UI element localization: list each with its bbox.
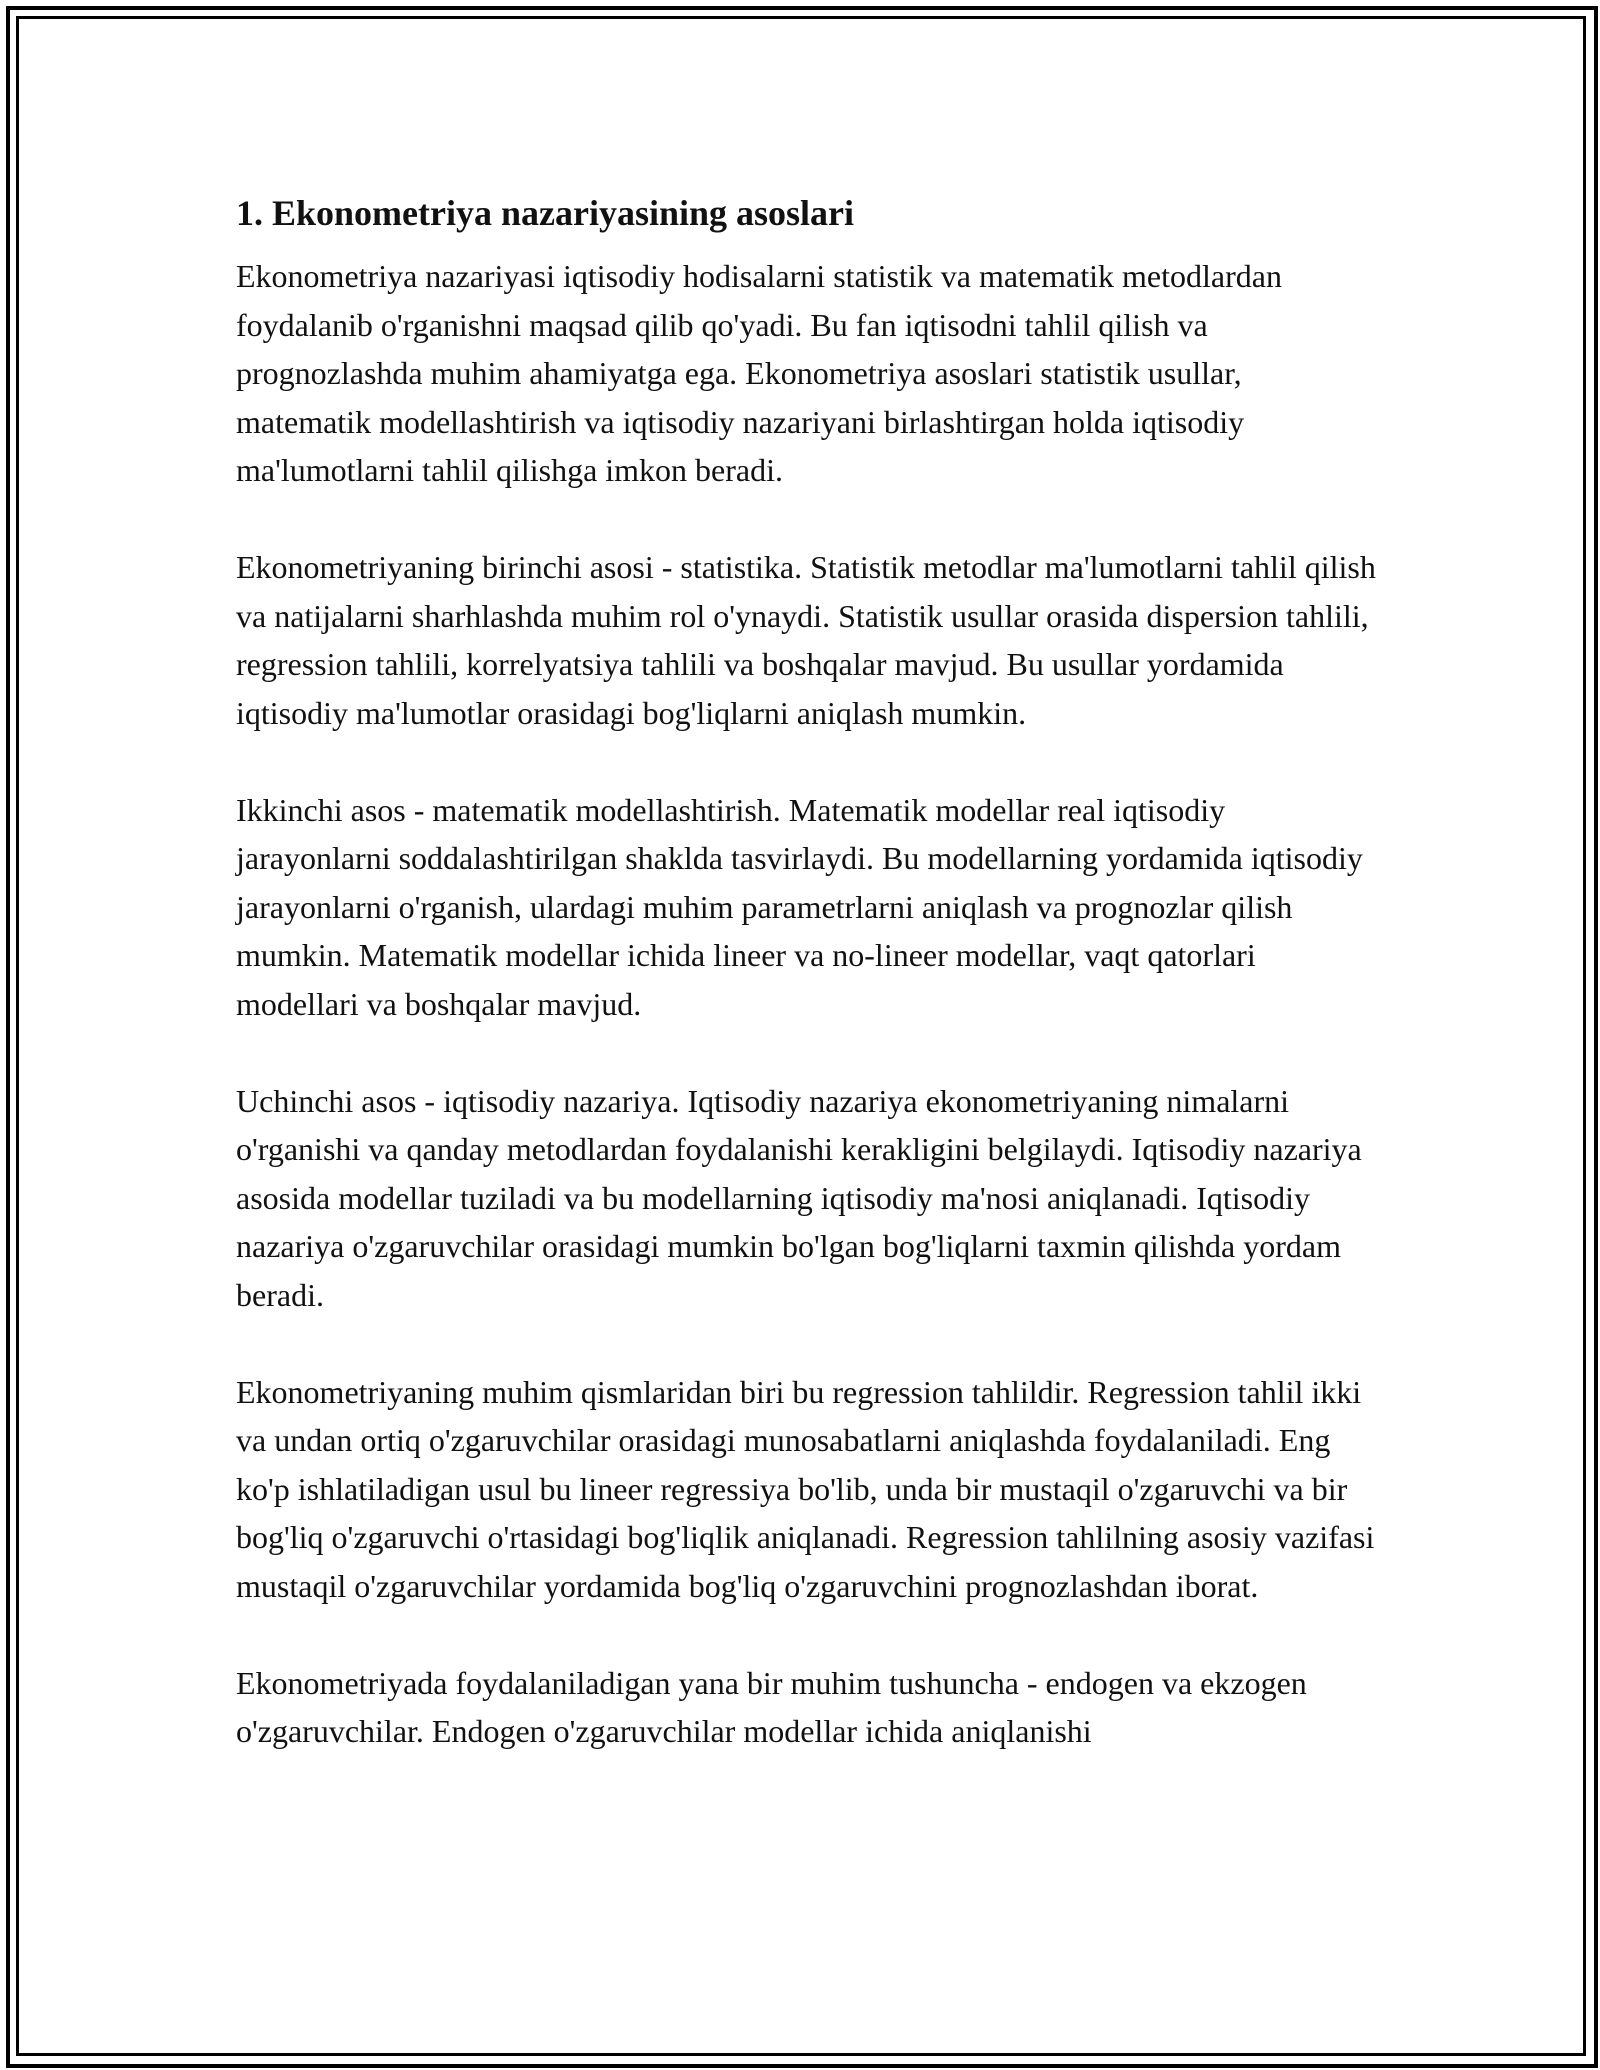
paragraph-endogenous-exogenous: Ekonometriyada foydalaniladigan yana bir muhim tushuncha - endogen va ekzogen o'zgaruvchilar. Endogen o'zgaruvchilar modellar ichida aniqlanishi: [236, 1664, 1307, 1749]
paragraph-economic-theory: Uchinchi asos - iqtisodiy nazariya. Iqtisodiy nazariya ekonometriyaning nimalarni o'rganishi va qanday metodlardan foydalanishi kerakligini belgilaydi. Iqtisodiy nazariya asosida modellar tuziladi va bu modellarning iqtisodiy ma'nosi aniqlanadi. Iqtisodiy nazariya o'zgaruvchilar orasidagi mumkin bo'lgan bog'liqlarni taxmin qilishda yordam beradi.: [236, 1082, 1362, 1313]
section-heading: 1. Ekonometriya nazariyasining asoslari: [236, 193, 855, 233]
document-body: [236, 186, 1376, 1804]
paragraph-statistics: Ekonometriyaning birinchi asosi - statistika. Statistik metodlar ma'lumotlarni tahlil qilish va natijalarni sharhlashda muhim rol o'ynaydi. Statistik usullar orasida dispersion tahlili, regression tahlili, korrelyatsiya tahlili va boshqalar mavjud. Bu usullar yordamida iqtisodiy ma'lumotlar orasidagi bog'liqlarni aniqlash mumkin.: [236, 549, 1376, 731]
paragraph-intro: Ekonometriya nazariyasi iqtisodiy hodisalarni statistik va matematik metodlardan foydalanib o'rganishni maqsad qilib qo'yadi. Bu fan iqtisodni tahlil qilish va prognozlashda muhim ahamiyatga ega. Ekonometriya asoslari statistik usullar, matematik modellashtirish va iqtisodiy nazariyani birlashtirgan holda iqtisodiy ma'lumotlarni tahlil qilishga imkon beradi.: [236, 258, 1282, 488]
paragraph-regression-analysis: Ekonometriyaning muhim qismlaridan biri bu regression tahlildir. Regression tahlil ikki va undan ortiq o'zgaruvchilar orasidagi munosabatlarni aniqlashda foydalaniladi. Eng ko'p ishlatiladigan usul bu lineer regressiya bo'lib, unda bir mustaqil o'zgaruvchi va bir bog'liq o'zgaruvchi o'rtasidagi bog'liqlik aniqlanadi. Regression tahlilning asosiy vazifasi mustaqil o'zgaruvchilar yordamida bog'liq o'zgaruvchini prognozlashdan iborat.: [236, 1373, 1375, 1604]
paragraph-mathematical-modeling: Ikkinchi asos - matematik modellashtirish. Matematik modellar real iqtisodiy jarayonlarni soddalashtirilgan shaklda tasvirlaydi. Bu modellarning yordamida iqtisodiy jarayonlarni o'rganish, ulardagi muhim parametrlarni aniqlash va prognozlar qilish mumkin. Matematik modellar ichida lineer va no-lineer modellar, vaqt qatorlari modellari va boshqalar mavjud.: [236, 791, 1363, 1022]
